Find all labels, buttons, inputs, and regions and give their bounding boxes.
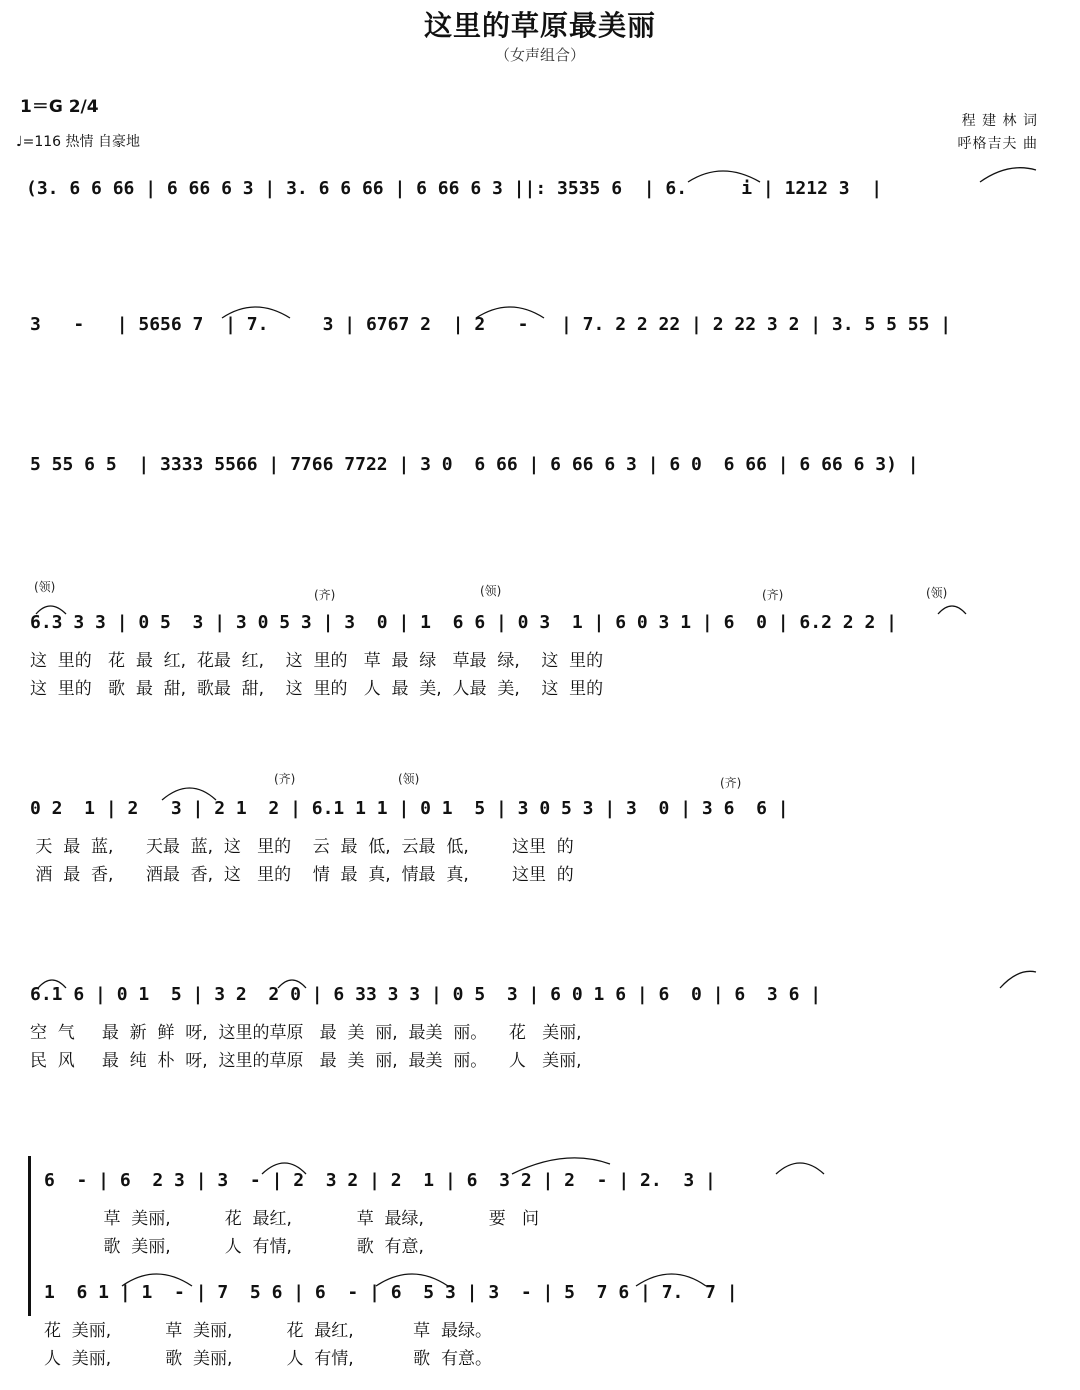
- part-marker: (领): [926, 586, 948, 600]
- lyrics-verse-2: 这 里的 歌 最 甜, 歌最 甜, 这 里的 人 最 美, 人最 美, 这 里的: [30, 679, 604, 699]
- notes-line: 6 - | 6 2 3 | 3 - | 2 3 2 | 2 1 | 6 3 2 | 2 - | 2. 3 |: [44, 1170, 716, 1191]
- slur-arc: [278, 980, 306, 988]
- key-signature: 1＝G 2/4: [20, 97, 99, 117]
- lyrics-verse-2: 歌 美丽, 人 有情, 歌 有意,: [44, 1237, 424, 1257]
- slur-arc: [938, 606, 966, 614]
- tie-arc: [122, 1274, 192, 1286]
- lyricist-credit: 程 建 林 词: [961, 113, 1038, 129]
- part-marker: (齐): [720, 776, 742, 790]
- part-marker: (领): [398, 772, 420, 786]
- notes-line: 6.1 6 | 0 1 5 | 3 2 2 0 | 6 33 3 3 | 0 5 3 | 6 0 1 6 | 6 0 | 6 3 6 |: [30, 984, 822, 1005]
- part-marker: (领): [480, 584, 502, 598]
- notes-line: 5 55 6 5 | 3333 5566 | 7766 7722 | 3 0 6 66 | 6 66 6 3 | 6 0 6 66 | 6 66 6 3) |: [30, 454, 919, 475]
- lyrics-verse-2: 酒 最 香, 酒最 香, 这 里的 情 最 真, 情最 真, 这里 的: [30, 865, 574, 885]
- lyrics-verse-1: 这 里的 花 最 红, 花最 红, 这 里的 草 最 绿 草最 绿, 这 里的: [30, 651, 604, 671]
- tie-arc: [222, 307, 290, 318]
- tie-arc: [1000, 971, 1036, 988]
- tie-arc: [376, 1274, 448, 1286]
- notes-line: 0 2 1 | 2 3 | 2 1 2 | 6.1 1 1 | 0 1 5 | 3 0 5 3 | 3 0 | 3 6 6 |: [30, 798, 789, 819]
- tie-arc: [980, 168, 1036, 182]
- song-title: 这里的草原最美丽: [423, 9, 656, 42]
- tie-arc: [688, 171, 760, 182]
- lyrics-verse-1: 天 最 蓝, 天最 蓝, 这 里的 云 最 低, 云最 低, 这里 的: [30, 837, 574, 857]
- lyrics-verse-1: 草 美丽, 花 最红, 草 最绿, 要 问: [44, 1209, 540, 1229]
- part-marker: (齐): [314, 588, 336, 602]
- tie-arc: [512, 1158, 610, 1174]
- lyrics-verse-2: 人 美丽, 歌 美丽, 人 有情, 歌 有意。: [44, 1349, 492, 1369]
- tie-arc: [636, 1274, 706, 1286]
- tie-arc: [262, 1163, 306, 1174]
- notes-line: (3. 6 6 66 | 6 66 6 3 | 3. 6 6 66 | 6 66 6 3 ||: 3535 6 | 6. i | 1212 3 |: [26, 178, 883, 199]
- part-marker: (齐): [762, 588, 784, 602]
- tie-arc: [776, 1163, 824, 1174]
- lyrics-verse-1: 花 美丽, 草 美丽, 花 最红, 草 最绿。: [44, 1321, 492, 1341]
- composer-credit: 呼格吉夫 曲: [957, 136, 1038, 152]
- tempo-marking: ♩=116 热情 自豪地: [16, 134, 140, 150]
- lyrics-verse-2: 民 风 最 纯 朴 呀, 这里的草原 最 美 丽, 最美 丽。 人 美丽,: [30, 1051, 582, 1071]
- notes-line: 6.3 3 3 | 0 5 3 | 3 0 5 3 | 3 0 | 1 6 6 | 0 3 1 | 6 0 3 1 | 6 0 | 6.2 2 2 |: [30, 612, 897, 633]
- notes-line: 3 - | 5656 7 | 7. 3 | 6767 2 | 2 - | 7. 2 2 22 | 2 22 3 2 | 3. 5 5 55 |: [30, 314, 952, 335]
- slur-arc: [36, 606, 66, 614]
- song-subtitle: （女声组合）: [494, 46, 585, 64]
- notes-line: 1 6 1 | 1 - | 7 5 6 | 6 - | 6 5 3 | 3 - | 5 7 6 | 7. 7 |: [44, 1282, 738, 1303]
- lyrics-verse-1: 空 气 最 新 鲜 呀, 这里的草原 最 美 丽, 最美 丽。 花 美丽,: [30, 1023, 582, 1043]
- part-marker: (领): [34, 580, 56, 594]
- slur-arc: [162, 788, 216, 800]
- tie-arc: [476, 307, 544, 318]
- part-marker: (齐): [274, 772, 296, 786]
- slur-arc: [38, 980, 66, 988]
